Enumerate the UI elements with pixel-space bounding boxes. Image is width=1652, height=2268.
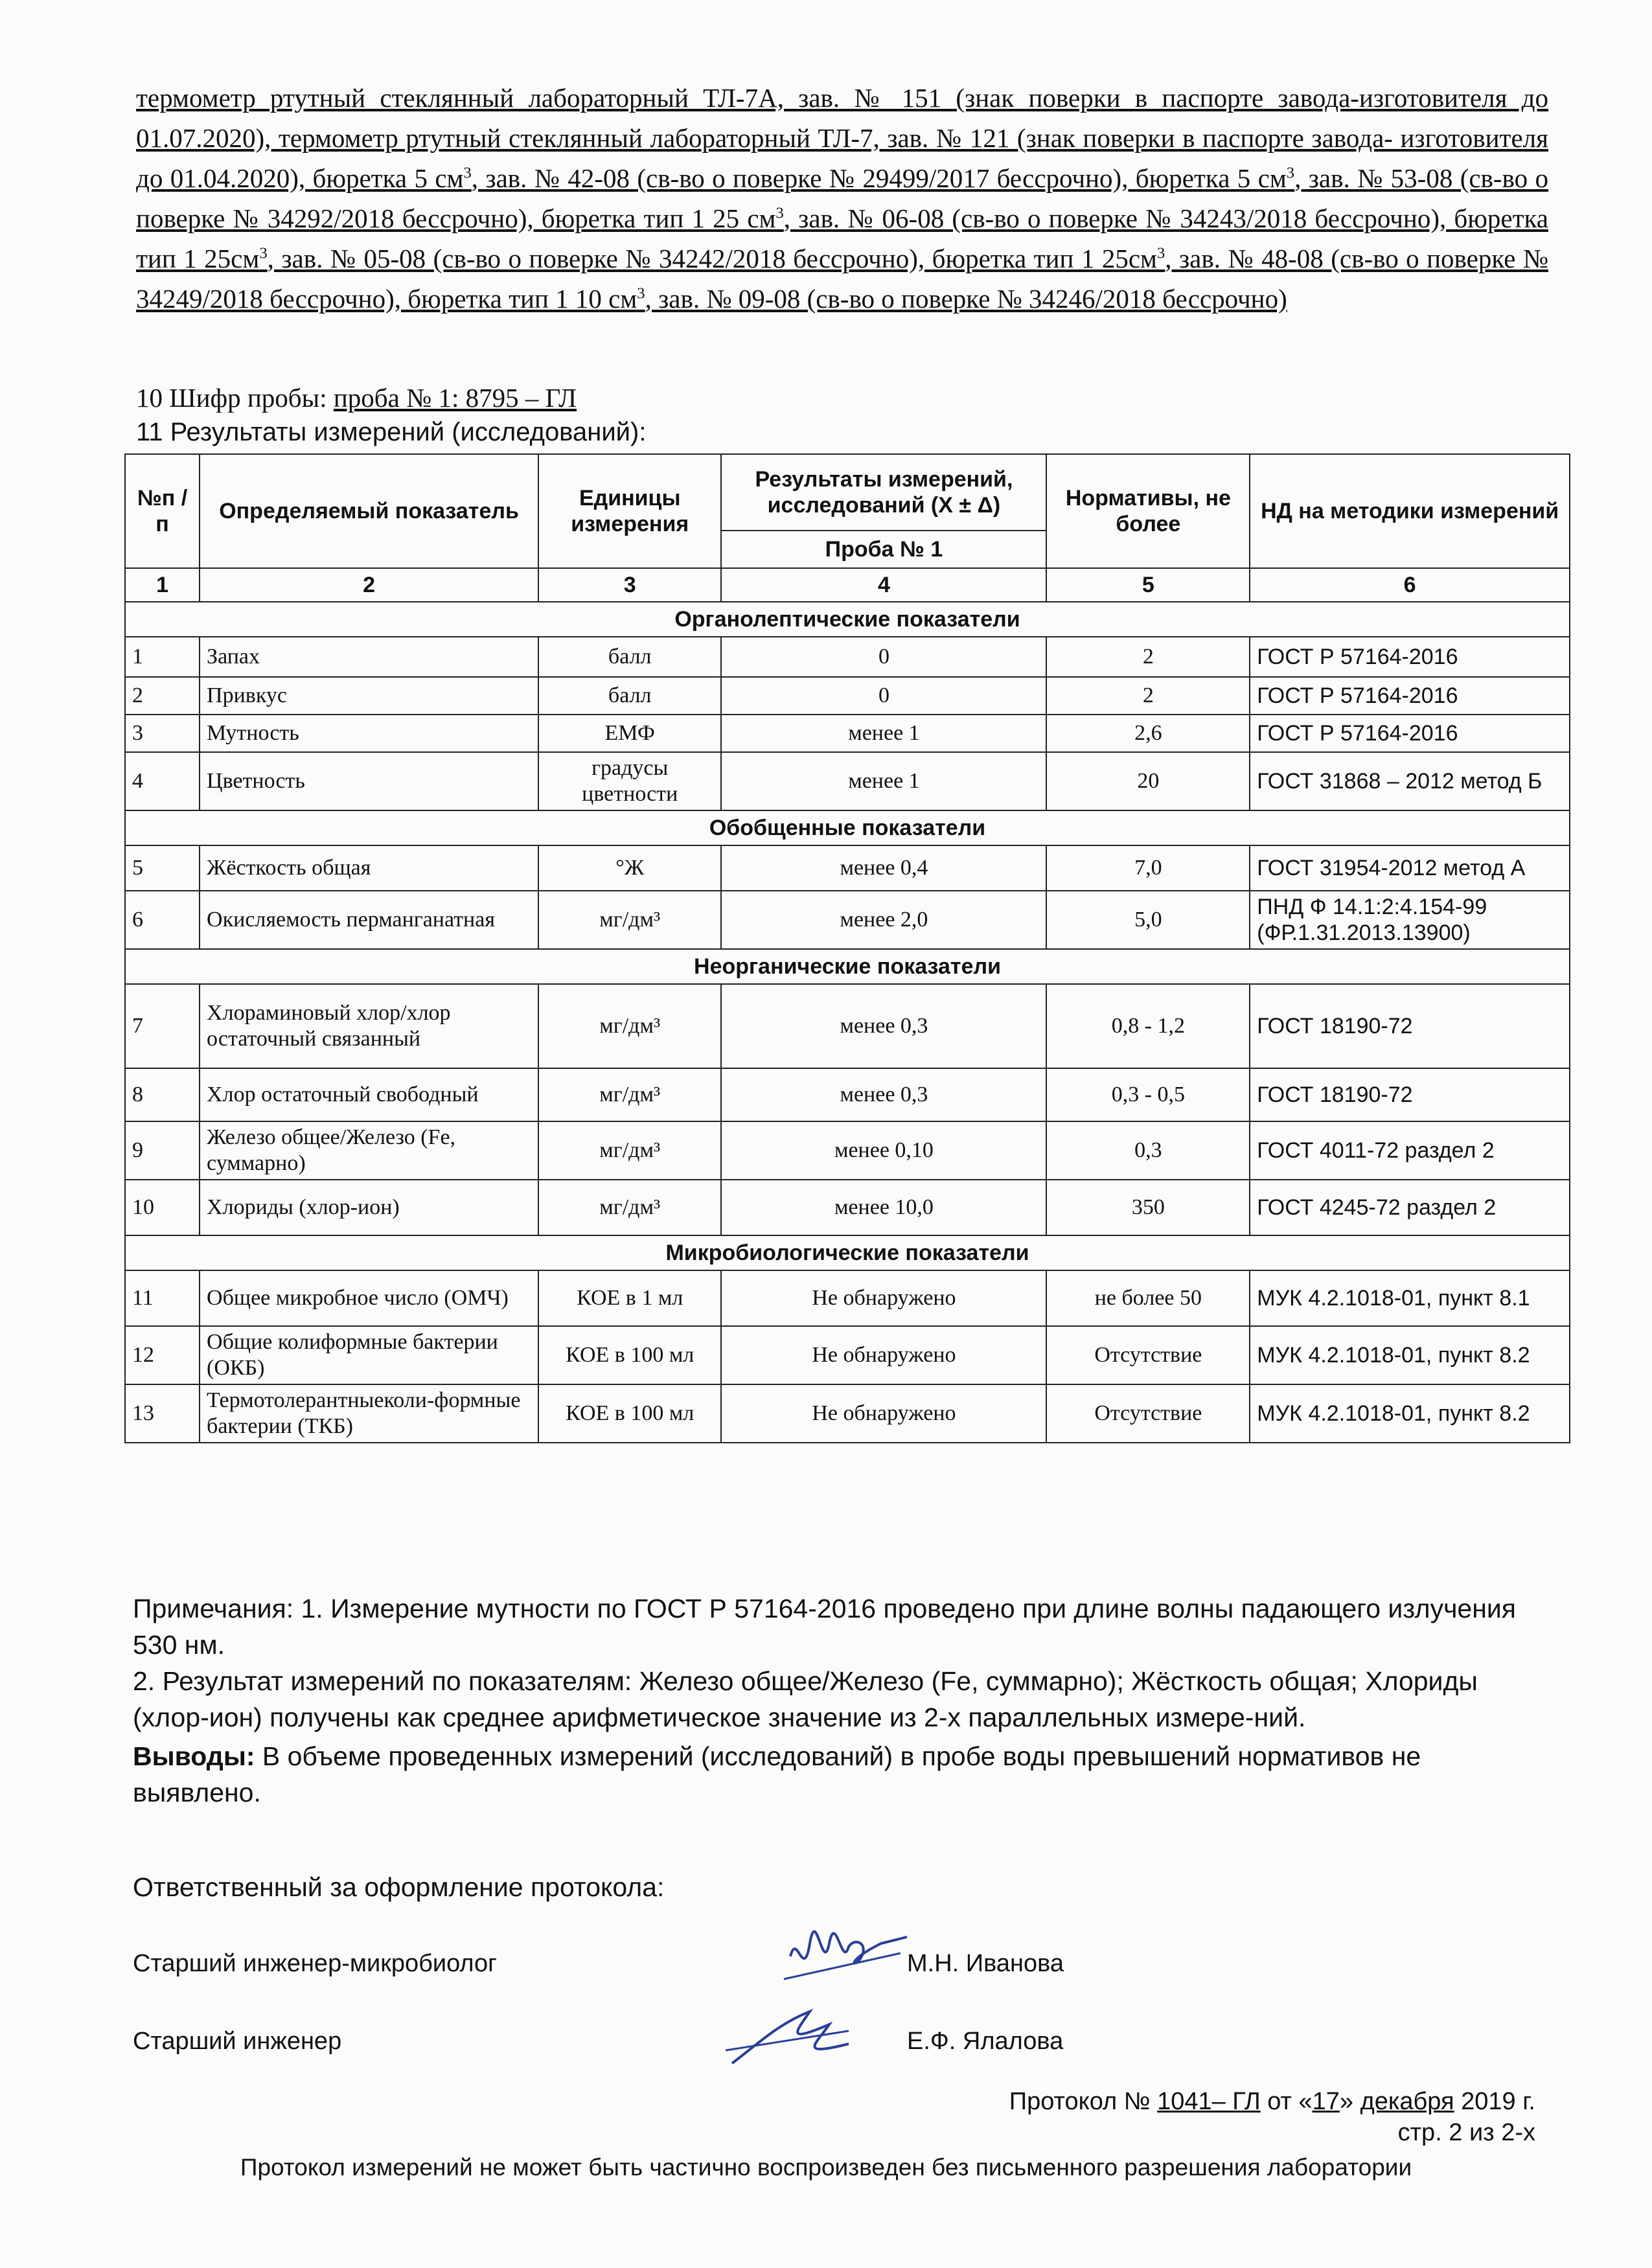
norm-cell: 350 xyxy=(1046,1180,1250,1235)
table-row xyxy=(125,984,1570,1068)
row-number: 8 xyxy=(125,1068,200,1121)
indicator-name: Термотолерантныеколи-формные бактерии (ТКБ) xyxy=(200,1384,538,1443)
results-title: 11 Результаты измерений (исследований): xyxy=(136,418,647,446)
section-title: Органолептические показатели xyxy=(125,602,1570,637)
result-cell: менее 0,4 xyxy=(721,845,1046,891)
equipment-text: , зав. № 06-08 (св-во о поверке № 34243/2018 бессрочно), бюретка тип 1 25см xyxy=(136,203,1548,273)
result-cell: Не обнаружено xyxy=(721,1270,1046,1326)
row-number: 4 xyxy=(125,752,200,810)
norm-cell: 2 xyxy=(1046,637,1250,677)
column-number: 5 xyxy=(1046,568,1250,602)
result-cell: Не обнаружено xyxy=(721,1326,1046,1384)
header-num: №п /п xyxy=(125,454,200,568)
table-row xyxy=(125,891,1570,949)
row-number: 2 xyxy=(125,677,200,715)
norm-cell: не более 50 xyxy=(1046,1270,1250,1326)
norm-cell: 7,0 xyxy=(1046,845,1250,891)
indicator-name: Хлор остаточный свободный xyxy=(200,1068,538,1121)
norm-cell: 2,6 xyxy=(1046,715,1250,752)
section-title: Микробиологические показатели xyxy=(125,1235,1570,1270)
result-cell: 0 xyxy=(721,677,1046,715)
method-cell: МУК 4.2.1018-01, пункт 8.2 xyxy=(1250,1384,1570,1443)
equipment-text: , зав. № 53-08 (св-во о поверке № 34292/2018 бессрочно), бюретка тип 1 25 см xyxy=(136,163,1548,233)
column-number: 3 xyxy=(538,568,721,602)
indicator-name: Железо общее/Железо (Fe, суммарно) xyxy=(200,1121,538,1180)
signature-image xyxy=(719,1999,862,2076)
indicator-name: Жёсткость общая xyxy=(200,845,538,891)
sample-cipher-value: проба № 1: 8795 – ГЛ xyxy=(333,383,577,413)
column-number-row xyxy=(125,568,1570,602)
method-cell: ГОСТ 18190-72 xyxy=(1250,984,1570,1068)
row-number: 5 xyxy=(125,845,200,891)
indicator-name: Общее микробное число (ОМЧ) xyxy=(200,1270,538,1326)
table-row xyxy=(125,637,1570,677)
norm-cell: 2 xyxy=(1046,677,1250,715)
row-number: 7 xyxy=(125,984,200,1068)
section-title: Неорганические показатели xyxy=(125,949,1570,984)
method-cell: ГОСТ Р 57164-2016 xyxy=(1250,715,1570,752)
header-units: Единицы измерения xyxy=(538,454,721,568)
row-number: 11 xyxy=(125,1270,200,1326)
table-row xyxy=(125,1270,1570,1326)
indicator-name: Цветность xyxy=(200,752,538,810)
result-cell: менее 0,3 xyxy=(721,1068,1046,1121)
row-number: 9 xyxy=(125,1121,200,1180)
signer-name: М.Н. Иванова xyxy=(907,1950,1064,1977)
result-cell: менее 10,0 xyxy=(721,1180,1046,1235)
column-number: 1 xyxy=(125,568,200,602)
method-cell: ПНД Ф 14.1:2:4.154-99 (ФР.1.31.2013.13900) xyxy=(1250,891,1570,949)
method-cell: ГОСТ 18190-72 xyxy=(1250,1068,1570,1121)
sample-cipher: 10 Шифр пробы: проба № 1: 8795 – ГЛ xyxy=(136,383,577,413)
indicator-name: Окисляемость перманганатная xyxy=(200,891,538,949)
section-row xyxy=(125,1235,1570,1270)
section-title: Обобщенные показатели xyxy=(125,810,1570,845)
result-cell: менее 0,3 xyxy=(721,984,1046,1068)
method-cell: ГОСТ 4245-72 раздел 2 xyxy=(1250,1180,1570,1235)
method-cell: ГОСТ 31954-2012 метод А xyxy=(1250,845,1570,891)
unit-cell: мг/дм³ xyxy=(538,891,721,949)
result-cell: 0 xyxy=(721,637,1046,677)
equipment-text: термометр ртутный стеклянный лабораторный ТЛ-7А, зав. № 151 (знак поверки в паспорте завода-изготовителя до 01.07.2020), термометр ртутный стеклянный лабораторный ТЛ-7, зав. № 121 (знак поверки в паспорте завода- изготовителя до 01.04.2020), бюретка 5 см xyxy=(136,83,1548,193)
row-number: 12 xyxy=(125,1326,200,1384)
norm-cell: 5,0 xyxy=(1046,891,1250,949)
indicator-name: Хлораминовый хлор/хлор остаточный связанный xyxy=(200,984,538,1068)
row-number: 3 xyxy=(125,715,200,752)
equipment-text: , зав. № 42-08 (св-во о поверке № 29499/2017 бессрочно), бюретка 5 см xyxy=(471,163,1287,193)
table-row xyxy=(125,715,1570,752)
table-row xyxy=(125,845,1570,891)
table-row xyxy=(125,752,1570,810)
unit-cell: балл xyxy=(538,637,721,677)
row-number: 1 xyxy=(125,637,200,677)
column-number: 4 xyxy=(721,568,1046,602)
unit-cell: мг/дм³ xyxy=(538,984,721,1068)
column-number: 6 xyxy=(1250,568,1570,602)
header-method: НД на методики измерений xyxy=(1250,454,1570,568)
unit-cell: КОЕ в 1 мл xyxy=(538,1270,721,1326)
method-cell: ГОСТ 4011-72 раздел 2 xyxy=(1250,1121,1570,1180)
unit-cell: КОЕ в 100 мл xyxy=(538,1326,721,1384)
unit-cell: °Ж xyxy=(538,845,721,891)
row-number: 10 xyxy=(125,1180,200,1235)
indicator-name: Хлориды (хлор-ион) xyxy=(200,1180,538,1235)
protocol-reference: Протокол № 1041– ГЛ от «17» декабря 2019 г. стр. 2 из 2-х xyxy=(1009,2086,1535,2148)
note-2: 2. Результат измерений по показателям: Железо общее/Железо (Fe, суммарно); Жёсткость общая; Хлориды (хлор-ион) получены как среднее арифметическое значение из 2-х параллельных измере-ний. xyxy=(133,1666,1478,1732)
result-cell: менее 1 xyxy=(721,715,1046,752)
norm-cell: Отсутствие xyxy=(1046,1384,1250,1443)
table-row xyxy=(125,677,1570,715)
header-sample: Проба № 1 xyxy=(721,531,1046,568)
norm-cell: 0,3 - 0,5 xyxy=(1046,1068,1250,1121)
indicator-name: Привкус xyxy=(200,677,538,715)
header-indicator: Определяемый показатель xyxy=(200,454,538,568)
equipment-text: , зав. № 09-08 (св-во о поверке № 34246/2018 бессрочно) xyxy=(645,284,1287,314)
unit-cell: мг/дм³ xyxy=(538,1180,721,1235)
unit-cell: мг/дм³ xyxy=(538,1121,721,1180)
note-1: Примечания: 1. Измерение мутности по ГОСТ Р 57164-2016 проведено при длине волны падающего излучения 530 нм. xyxy=(133,1594,1516,1660)
result-cell: менее 0,10 xyxy=(721,1121,1046,1180)
results-body xyxy=(125,568,1570,1443)
norm-cell: 0,3 xyxy=(1046,1121,1250,1180)
result-cell: Не обнаружено xyxy=(721,1384,1046,1443)
norm-cell: 20 xyxy=(1046,752,1250,810)
row-number: 6 xyxy=(125,891,200,949)
unit-cell: ЕМФ xyxy=(538,715,721,752)
method-cell: МУК 4.2.1018-01, пункт 8.2 xyxy=(1250,1326,1570,1384)
unit-cell: КОЕ в 100 мл xyxy=(538,1384,721,1443)
indicator-name: Запах xyxy=(200,637,538,677)
section-row xyxy=(125,602,1570,637)
table-row xyxy=(125,1121,1570,1180)
method-cell: ГОСТ Р 57164-2016 xyxy=(1250,637,1570,677)
table-row xyxy=(125,1180,1570,1235)
indicator-name: Мутность xyxy=(200,715,538,752)
table-row xyxy=(125,1326,1570,1384)
method-cell: ГОСТ 31868 – 2012 метод Б xyxy=(1250,752,1570,810)
signer-position: Старший инженер xyxy=(133,2028,342,2055)
norm-cell: Отсутствие xyxy=(1046,1326,1250,1384)
equipment-text: , зав. № 48-08 (св-во о поверке № 34249/2018 бессрочно), бюретка тип 1 10 см xyxy=(136,244,1548,314)
indicator-name: Общие колиформные бактерии (ОКБ) xyxy=(200,1326,538,1384)
signer-position: Старший инженер-микробиолог xyxy=(133,1950,497,1977)
notes xyxy=(133,1590,1552,1811)
equipment-list: термометр ртутный стеклянный лабораторный ТЛ-7А, зав. № 151 (знак поверки в паспорте завода-изготовителя до 01.07.2020), термометр ртутный стеклянный лабораторный ТЛ-7, зав. № 121 (знак поверки в паспорте завода- изготовителя до 01.04.2020), бюретка 5 $см^3$, зав. № 42-08 (св-во о поверке № 29499/2017 бессрочно), бюретка 5 $см^3$, зав. № 53-08 (св-во о поверке № 34292/2018 бессрочно), бюретка тип 1 25 $см^3$, зав. № 06-08 (св-во о поверке № 34243/2018 бессрочно), бюретка тип 1 $25см^3$, зав. № 05-08 (св-во о поверке № 34242/2018 бессрочно), бюретка тип 1 $25см^3$, зав. № 48-08 (св-во о поверке № 34249/2018 бессрочно), бюретка тип 1 10 $см^3$, зав. № 09-08 (св-во о поверке № 34246/2018 бессрочно) xyxy=(136,83,1548,314)
table-row xyxy=(125,1068,1570,1121)
section-row xyxy=(125,810,1570,845)
unit-cell: градусы цветности xyxy=(538,752,721,810)
equipment-text: , зав. № 05-08 (св-во о поверке № 34242/2018 бессрочно), бюретка тип 1 25см xyxy=(267,244,1157,273)
header-norm: Нормативы, не более xyxy=(1046,454,1250,568)
conclusion: Выводы: В объеме проведенных измерений (исследований) в пробе воды превышений нормативов не выявлено. xyxy=(133,1741,1421,1807)
section-row xyxy=(125,949,1570,984)
responsible-label: Ответственный за оформление протокола: xyxy=(133,1872,665,1902)
result-cell: менее 1 xyxy=(721,752,1046,810)
method-cell: ГОСТ Р 57164-2016 xyxy=(1250,677,1570,715)
results-table xyxy=(124,453,1570,1443)
method-cell: МУК 4.2.1018-01, пункт 8.1 xyxy=(1250,1270,1570,1326)
page-number: стр. 2 из 2-х xyxy=(1397,2119,1535,2146)
signature-image xyxy=(777,1918,913,1995)
column-number: 2 xyxy=(200,568,538,602)
signer-name: Е.Ф. Ялалова xyxy=(907,2028,1064,2055)
unit-cell: мг/дм³ xyxy=(538,1068,721,1121)
unit-cell: балл xyxy=(538,677,721,715)
footer-disclaimer: Протокол измерений не может быть частично воспроизведен без письменного разрешения лаборатории xyxy=(240,2154,1412,2181)
row-number: 13 xyxy=(125,1384,200,1443)
table-row xyxy=(125,1384,1570,1443)
header-result: Результаты измерений, исследований (X ± Δ) xyxy=(721,454,1046,531)
norm-cell: 0,8 - 1,2 xyxy=(1046,984,1250,1068)
result-cell: менее 2,0 xyxy=(721,891,1046,949)
